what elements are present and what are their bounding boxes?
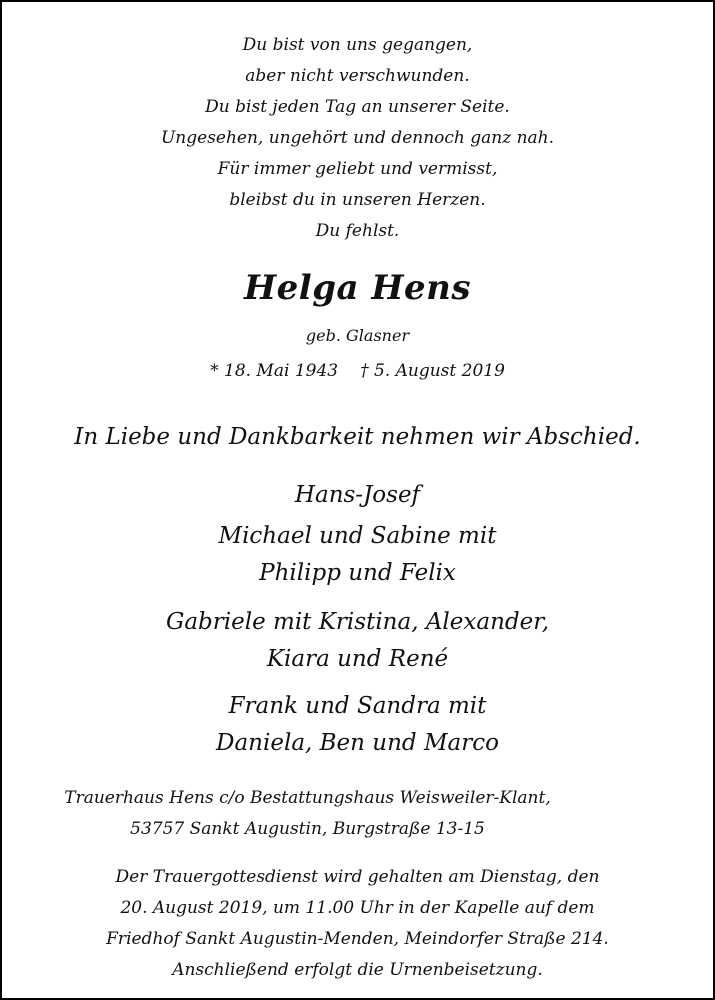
deceased-name: Helga Hens <box>244 268 471 308</box>
mourner-line: Frank und Sandra mit <box>228 693 487 719</box>
address-line: Trauerhaus Hens c/o Bestattungshaus Weisweiler-Klant, <box>64 788 551 808</box>
service-line: Anschließend erfolgt die Urnenbeisetzung. <box>172 960 543 980</box>
service-line: 20. August 2019, um 11.00 Uhr in der Kapelle auf dem <box>120 898 595 918</box>
poem-line: Du bist jeden Tag an unserer Seite. <box>205 97 510 117</box>
mourner-line: Philipp und Felix <box>259 560 456 586</box>
mourner-group <box>0 688 715 762</box>
maiden-name: geb. Glasner <box>305 326 410 345</box>
death-date: † 5. August 2019 <box>360 361 505 381</box>
mourner-line: Kiara und René <box>266 646 449 672</box>
mourner-line: Gabriele mit Kristina, Alexander, <box>165 609 550 635</box>
funeral-service-info <box>0 862 715 986</box>
poem-line: Ungesehen, ungehört und dennoch ganz nah. <box>160 128 555 148</box>
poem-line: Du bist von uns gegangen, <box>242 35 473 55</box>
mourning-house-address <box>0 783 665 845</box>
mourner-line: Hans-Josef <box>294 482 421 508</box>
poem-line: Für immer geliebt und vermisst, <box>217 159 498 179</box>
service-line: Friedhof Sankt Augustin-Menden, Meindorfer Straße 214. <box>106 929 609 949</box>
farewell-statement: In Liebe und Dankbarkeit nehmen wir Abschied. <box>74 424 641 450</box>
mourner-line: Michael und Sabine mit <box>218 523 497 549</box>
service-line: Der Trauergottesdienst wird gehalten am Dienstag, den <box>115 867 600 887</box>
life-dates <box>0 358 715 384</box>
poem-line: bleibst du in unseren Herzen. <box>229 190 486 210</box>
mourner-group <box>0 518 715 592</box>
birth-date: * 18. Mai 1943 <box>210 361 339 381</box>
mourner-line: Daniela, Ben und Marco <box>216 730 499 756</box>
memorial-poem <box>0 30 715 247</box>
poem-line: Du fehlst. <box>315 221 400 241</box>
address-line: 53757 Sankt Augustin, Burgstraße 13-15 <box>130 819 485 839</box>
mourner-group <box>0 477 715 514</box>
mourner-group <box>0 604 715 678</box>
poem-line: aber nicht verschwunden. <box>245 66 470 86</box>
